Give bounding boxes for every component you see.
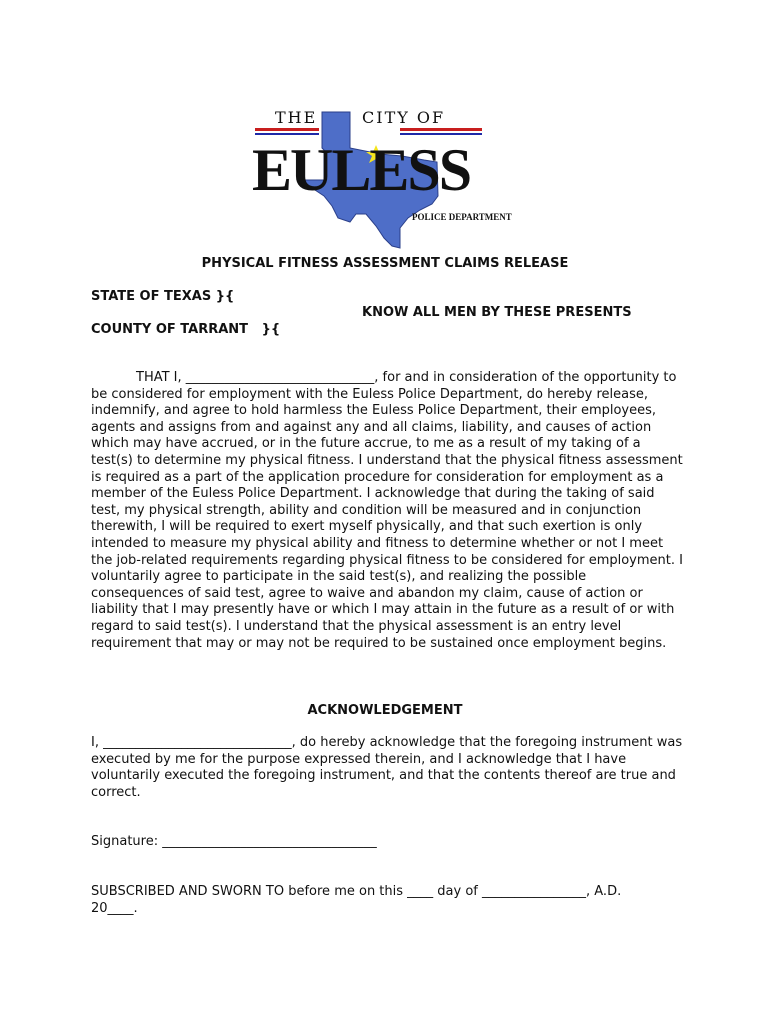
logo-the-text: THE [275, 108, 318, 127]
county-line: COUNTY OF TARRANT }{ [91, 322, 281, 337]
logo-city-name: EULESS [252, 137, 471, 203]
logo-department-text: POLICE DEPARTMENT [412, 212, 512, 222]
state-line: STATE OF TEXAS }{ [91, 289, 235, 304]
city-logo [252, 100, 522, 252]
sworn-year-line: 20____. [91, 901, 138, 916]
know-all-men-line: KNOW ALL MEN BY THESE PRESENTS [362, 305, 632, 320]
logo-city-of-text: CITY OF [362, 108, 446, 127]
document-title: PHYSICAL FITNESS ASSESSMENT CLAIMS RELEASE [201, 256, 569, 271]
release-paragraph: THAT I, _____________________________, for and in consideration of the opportunity to be considered for employment with the Euless Police Department, do hereby release, indemnify, and agree to hold harmless the Euless Police Department, their employees, agents and assigns from and against any and all claims, liability, and causes of action which may have accrued, or in the future accrue, to me as a result of my taking of a test(s) to determine my physical fitness. I understand that the physical fitness assessment is required as a part of the application procedure for consideration for employment as a member of the Euless Police Department. I acknowledge that during the taking of said test, my physical strength, ability and condition will be measured and in conjunction therewith, I will be required to exert myself physically, and that such exertion is only intended to measure my physical ability and fitness to determine whether or not I meet the job-related requirements regarding physical fitness to be considered for employment. I voluntarily agree to participate in the said test(s), and realizing the possible consequences of said test, agree to waive and abandon my claim, cause of action or liability that I may presently have or which I may attain in the future as a result of or with regard to said test(s). I understand that the physical assessment is an entry level requirement that may or may not be required to be sustained once employment begins. [91, 370, 683, 651]
acknowledgement-title: ACKNOWLEDGEMENT [307, 703, 463, 718]
signature-line: Signature: _________________________________ [91, 834, 377, 849]
sworn-line: SUBSCRIBED AND SWORN TO before me on this ____ day of ________________, A.D. [91, 884, 622, 899]
acknowledgement-paragraph: I, _____________________________, do hereby acknowledge that the foregoing instrument was executed by me for the purpose expressed therein, and I acknowledge that I have voluntarily executed the foregoing instrument, and that the contents thereof are true and correct. [91, 735, 683, 800]
